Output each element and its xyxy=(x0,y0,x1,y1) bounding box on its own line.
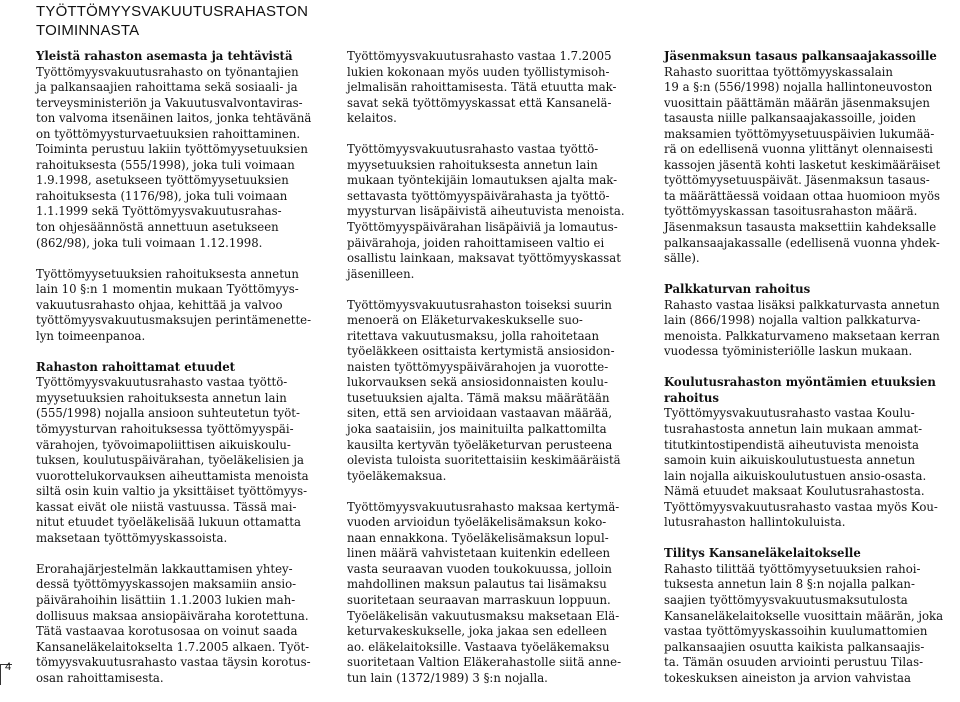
header-line-1: TYÖTTÖMYYSVAKUUTUSRAHASTON xyxy=(36,3,309,20)
section-benefits xyxy=(36,360,326,547)
text-line: tasausta niille palkansaajakassoille, joiden xyxy=(664,111,916,126)
text-line: tuksen, koulutuspäivärahan, työeläkelisien ja xyxy=(36,453,304,468)
text-line: dollisuus maksaa ansiopäivärahа korotettuna. xyxy=(36,608,309,623)
text-line: Tätä vastaavaa korotusosaa on voinut saada xyxy=(36,624,298,639)
section-pay-security xyxy=(664,282,954,360)
text-line: naan ennakkona. Työeläkelisämaksun lopul- xyxy=(347,530,609,545)
text-line: mahdollinen maksun palautus tai lisämaksu xyxy=(347,577,607,592)
text-line: ao. eläkelaitoksille. Vastaava työeläkemaksu xyxy=(347,639,610,654)
text-line: sälle). xyxy=(664,251,700,266)
text-line: rahoituksesta (555/1998), joka tuli voimaan xyxy=(36,157,295,172)
text-line: rä on edellisenä vuonna ylittänyt olennaisesti xyxy=(664,142,933,157)
text-line: maksetaan työttömyyskassoista. xyxy=(36,530,228,545)
text-line: ton valvoma itsenäinen laitos, jonka tehtävänä xyxy=(36,111,312,126)
text-line: Nämä etuudet maksaat Koulutusrahastosta. xyxy=(664,484,925,499)
column-3 xyxy=(664,49,954,702)
text-line: työttömyysvakuutusmaksujen perintämenette- xyxy=(36,313,312,328)
section-heading: Palkkaturvan rahoitus xyxy=(664,282,811,297)
text-line: mukaan työntekijäin lomautuksen ajalta mak- xyxy=(347,173,618,188)
text-line: värahojen, työvoimapoliittisen aikuiskoulu- xyxy=(36,437,291,452)
section-education-fund xyxy=(664,375,954,530)
text-line: kelaitos. xyxy=(347,111,397,126)
text-line: siten, että sen arvioidaan vastaavan määrää, xyxy=(347,406,613,421)
text-line: on työttömyysturvaetuuksien rahoittaminen. xyxy=(36,126,301,141)
text-line: lain (866/1998) nojalla valtion palkkaturva- xyxy=(664,313,921,328)
text-line: Työttömyysvakuutusrahasto vastaa työttö- xyxy=(36,375,288,390)
text-line: työeläkkeen osittaista kertymistä ansiosidon- xyxy=(347,344,615,359)
text-line: tusrahastosta annetun lain mukaan ammat- xyxy=(664,422,923,437)
text-line: dessä työttömyyskassojen maksamiin ansio- xyxy=(36,577,297,592)
text-line: palkansaajakassalle (edellisenä vuonna yhdek- xyxy=(664,235,940,250)
section-membership-fee xyxy=(664,49,954,267)
text-line: ta määrättäessä voidaan ottaa huomioon myös xyxy=(664,188,940,203)
text-line: Kansaneläkelaitokselle vuosittain määrän, joka xyxy=(664,608,944,623)
text-line: Jäsenmaksun tasausta maksettiin kahdeksalle xyxy=(664,220,937,235)
section-heading: Tilitys Kansaneläkelaitokselle xyxy=(664,546,861,561)
text-line: vuorottelukorvauksen aiheuttamista menoista xyxy=(36,468,309,483)
text-line: Erorahajärjestelmän lakkauttamisen yhtey- xyxy=(36,561,293,576)
text-line: samoin kuin aikuiskoulutustuesta annetun xyxy=(664,453,916,468)
text-line: 1.9.1998, asetukseen työttömyysetuuksien xyxy=(36,173,289,188)
text-line: suoritetaan Valtion Eläkerahastolle siitä anne- xyxy=(347,655,622,670)
page-header xyxy=(36,2,308,40)
text-line: ta. Tämän osuuden arviointi perustuu Tilas- xyxy=(664,655,924,670)
text-line: naisten työttömyyspäivärahojen ja vuorotte- xyxy=(347,359,609,374)
paragraph xyxy=(36,562,326,686)
text-line: päivärahoihin lisättiin 1.1.2003 lukien mah- xyxy=(36,593,296,607)
text-line: keturvakeskukselle, joka jakaa sen edelleen xyxy=(347,624,607,639)
text-line: olevista tuloista suoritettaisiin keskimääräistä xyxy=(347,453,621,468)
text-line: Työttömyysetuuksien rahoituksesta annetun xyxy=(36,266,299,281)
text-line: Toiminta perustuu lakiin työttömyysetuuksien xyxy=(36,142,308,157)
column-1 xyxy=(36,49,326,702)
text-line: linen määrä vahvistetaan kuitenkin edelleen xyxy=(347,546,611,561)
text-line: vastaa työttömyyskassoihin kuulumattomien xyxy=(664,624,928,639)
text-line: Työttömyyspäivärahan lisäpäiviä ja lomautus- xyxy=(347,219,618,234)
text-line: Työttömyysvakuutusrahaston toiseksi suurin xyxy=(347,297,612,312)
text-line: Työttömyysvakuutusrahasto on työnantajien xyxy=(36,64,299,79)
text-line: (555/1998) nojalla ansioon suhteutetun työt- xyxy=(36,406,300,421)
text-line: lain 10 §:n 1 momentin mukaan Työttömyys- xyxy=(36,282,299,297)
column-2 xyxy=(347,49,637,702)
text-line: Työttömyysvakuutusrahasto vastaa työttö- xyxy=(347,142,599,157)
paragraph xyxy=(347,49,637,127)
text-line: nitut etuudet työeläkelisää lukuun ottamatta xyxy=(36,515,301,530)
text-line: jelmalisän rahoittamisesta. Tätä etuutta mak- xyxy=(347,80,617,95)
text-line: työttömyyskassan tasoitusrahaston määrä. xyxy=(664,204,918,219)
text-line: osan rahoittamisesta. xyxy=(36,670,164,685)
text-line: vuodessa työministeriölle laskun mukaan. xyxy=(664,344,913,359)
text-line: työeläkemaksua. xyxy=(347,468,447,483)
text-line: myysetuuksien rahoituksesta annetun lain xyxy=(347,157,598,172)
text-line: palkansaajien osuutta kaikista palkansaajis- xyxy=(664,639,925,654)
text-line: terveysministeriön ja Vakuutusvalvontaviras- xyxy=(36,95,303,110)
text-line: päivärahoja, joiden rahoittamiseen valtio ei xyxy=(347,235,605,250)
text-line: ritettava vakuutusmaksu, jolla rahoitetaan xyxy=(347,328,600,343)
page-number: 4 xyxy=(5,661,12,673)
text-line: Työttömyysvakuutusrahasto vastaa myös Kou- xyxy=(664,499,938,514)
text-line: tömyysturvan rahoituksessa työttömyyspäi- xyxy=(36,422,294,437)
text-line: kausilta kertyvän työeläketurvan perusteena xyxy=(347,437,613,452)
text-line: lutusrahaston hallintokuluista. xyxy=(664,515,846,530)
section-general xyxy=(36,49,326,251)
section-heading: Jäsenmaksun tasaus palkansaajakassoille xyxy=(664,49,937,63)
text-line: 19 a §:n (556/1998) nojalla hallintoneuvoston xyxy=(664,80,933,95)
paragraph xyxy=(347,298,637,485)
text-line: ton ohjesäännöstä annettuun asetukseen xyxy=(36,220,279,235)
text-line: osallistu lainkaan, maksavat työttömyyskassat xyxy=(347,251,621,266)
text-line: rahoituksesta (1176/98), joka tuli voimaan xyxy=(36,188,288,203)
paragraph xyxy=(36,267,326,345)
text-line: savat sekä työttömyyskassat että Kansanelä- xyxy=(347,95,612,110)
text-line: Rahasto suorittaa työttömyyskassalain xyxy=(664,64,893,79)
text-line: vuoden arvioidun työeläkelisämaksun koko- xyxy=(347,515,607,530)
text-line: Työttömyysvakuutusrahasto vastaa Koulu- xyxy=(664,406,915,421)
text-line: Rahasto vastaa lisäksi palkkaturvasta annetun xyxy=(664,297,940,312)
section-heading: Koulutusrahaston myöntämien etuuksien xyxy=(664,375,936,390)
text-line: settavasta työttömyyspäivärahasta ja työttö- xyxy=(347,188,610,203)
text-line: ja palkansaajien rahoittama sekä sosiaali- ja xyxy=(36,80,298,95)
text-line: menoerä on Eläketurvakeskukselle suo- xyxy=(347,313,583,328)
text-line: tokeskuksen aineiston ja arvion vahvistaa xyxy=(664,670,911,685)
section-heading: Yleistä rahaston asemasta ja tehtävistä xyxy=(36,49,293,63)
text-line: myysturvan lisäpäivistä aiheutuvista menoista. xyxy=(347,204,625,219)
text-line: suoritetaan seuraavan marraskuun loppuun. xyxy=(347,593,611,607)
section-kela-transfer xyxy=(664,546,954,686)
paragraph xyxy=(347,142,637,282)
text-line: menoista. Palkkaturvameno maksetaan kerran xyxy=(664,328,940,343)
header-line-2: TOIMINNASTA xyxy=(36,22,140,39)
text-line: vakuutusrahasto ohjaa, kehittää ja valvoo xyxy=(36,297,283,312)
text-line: lyn toimeenpanoa. xyxy=(36,328,146,343)
text-line: vasta seuraavan vuoden toukokuussa, jolloin xyxy=(347,561,612,576)
text-line: 1.1.1999 sekä Työttömyysvakuutusrahas- xyxy=(36,204,282,219)
text-line: Työeläkelisän vakuutusmaksu maksetaan Elä- xyxy=(347,608,620,623)
text-line: lukien kokonaan myös uuden työllistymisoh- xyxy=(347,64,610,79)
text-line: kassojen jäsentä kohti lasketut keskimääräiset xyxy=(664,157,941,172)
text-line: Rahasto tilittää työttömyysetuuksien rahoi- xyxy=(664,561,921,576)
text-line: Työttömyysvakuutusrahasto vastaa 1.7.2005 xyxy=(347,49,612,63)
text-line: siltä osin kuin valtio ja yksittäiset työttömyys- xyxy=(36,484,308,499)
paragraph xyxy=(347,500,637,687)
text-line: kassat eivät ole niistä vastuussa. Tässä mai- xyxy=(36,499,297,514)
section-heading: Rahaston rahoittamat etuudet xyxy=(36,359,236,374)
text-line: lain nojalla aikuiskoulutustuen ansio-osasta. xyxy=(664,468,927,483)
text-line: titutkintostipendistä aiheutuvista menoista xyxy=(664,437,919,452)
text-line: joka saataisiin, jos mainituilta palkattomilta xyxy=(347,422,607,437)
section-heading: rahoitus xyxy=(664,390,719,405)
text-line: myysetuuksien rahoituksesta annetun lain xyxy=(36,390,287,405)
text-line: Kansaneläkelaitokselta 1.7.2005 alkaen. Työt- xyxy=(36,639,310,654)
text-line: jäsenilleen. xyxy=(347,266,415,281)
text-line: tun lain (1372/1989) 3 §:n nojalla. xyxy=(347,670,548,685)
text-line: tömyysvakuutusrahasto vastaa täysin korotus- xyxy=(36,655,311,670)
text-line: lukorvauksen sekä ansiosidonnaisten koulu- xyxy=(347,375,608,390)
text-line: maksamien työttömyysetuuspäivien lukumää- xyxy=(664,126,935,141)
text-line: (862/98), joka tuli voimaan 1.12.1998. xyxy=(36,235,263,250)
text-line: vuosittain päättämän määrän jäsenmaksujen xyxy=(664,95,930,110)
text-line: tusetuuksien ajalta. Tämä maksu määrätään xyxy=(347,390,610,405)
text-line: tuksesta annetun lain 8 §:n nojalla palkan- xyxy=(664,577,915,592)
text-line: saajien työttömyysvakuutusmaksutulosta xyxy=(664,593,908,607)
text-line: työttömyysetuuspäivät. Jäsenmaksun tasaus- xyxy=(664,173,930,188)
text-line: Työttömyysvakuutusrahasto maksaa kertymä- xyxy=(347,499,620,514)
